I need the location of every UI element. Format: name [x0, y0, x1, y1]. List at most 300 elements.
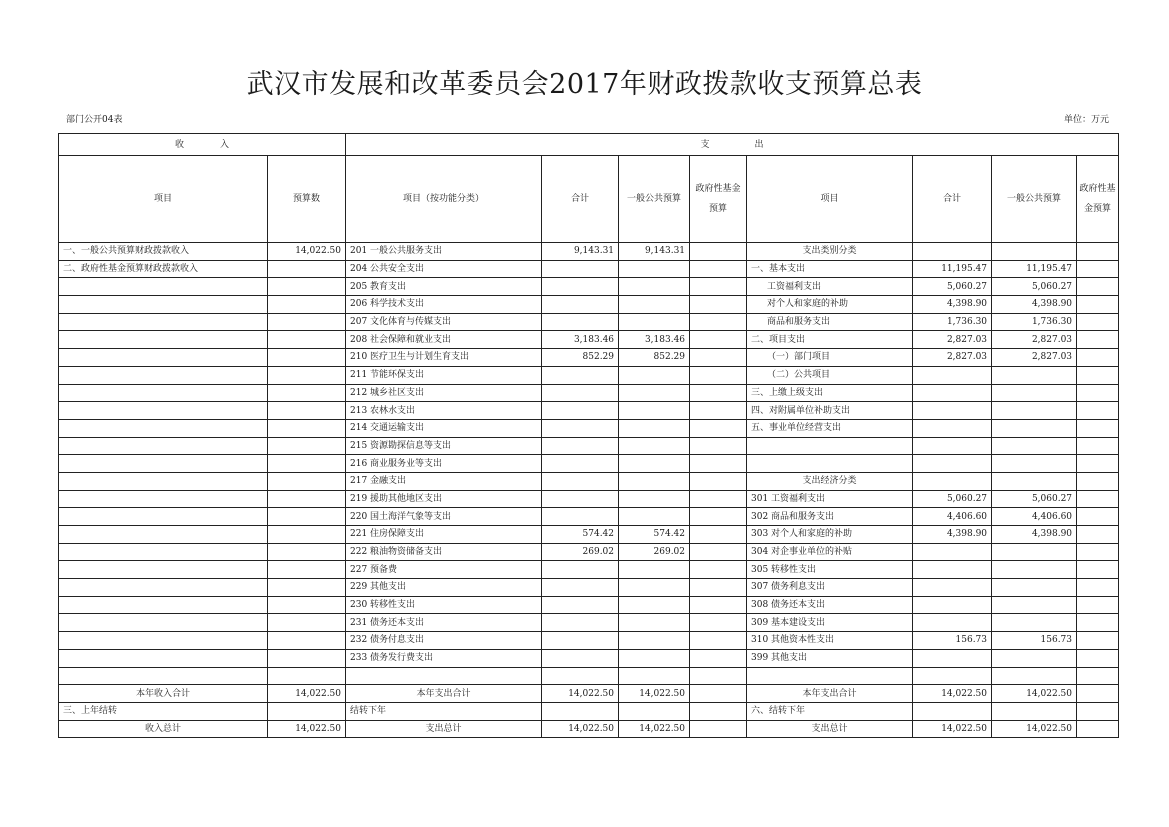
table-row	[59, 402, 1119, 420]
func-general-budget-cell	[619, 402, 690, 420]
func-total-cell	[542, 667, 619, 685]
table-row	[59, 543, 1119, 561]
income-item-cell: 二、政府性基金预算财政拨款收入	[59, 260, 268, 278]
table-row	[59, 349, 1119, 367]
income-item-cell	[59, 649, 268, 667]
income-item-cell: 三、上年结转	[59, 702, 268, 720]
func-item-cell: 201 一般公共服务支出	[346, 243, 542, 261]
func-general-budget-cell	[619, 508, 690, 526]
func-total-cell	[542, 561, 619, 579]
func-total-cell	[542, 419, 619, 437]
econ-item-cell: 五、事业单位经营支出	[747, 419, 913, 437]
func-item-header: 项目（按功能分类）	[346, 156, 542, 243]
func-general-budget-cell: 14,022.50	[619, 720, 690, 738]
income-budget-cell	[268, 667, 346, 685]
income-item-cell	[59, 508, 268, 526]
econ-general-budget-cell	[992, 419, 1077, 437]
econ-gov-fund-cell	[1077, 260, 1119, 278]
econ-general-budget-cell: 5,060.27	[992, 278, 1077, 296]
func-item-cell: 233 债务发行费支出	[346, 649, 542, 667]
econ-general-budget-cell: 4,406.60	[992, 508, 1077, 526]
econ-general-budget-cell	[992, 667, 1077, 685]
func-item-cell: 212 城乡社区支出	[346, 384, 542, 402]
econ-item-cell: 商品和服务支出	[747, 313, 913, 331]
table-row	[59, 614, 1119, 632]
econ-gov-fund-cell	[1077, 720, 1119, 738]
income-budget-cell	[268, 455, 346, 473]
income-budget-cell	[268, 278, 346, 296]
econ-item-cell	[747, 437, 913, 455]
func-general-budget-cell: 14,022.50	[619, 685, 690, 703]
func-gov-fund-cell	[690, 366, 747, 384]
income-item-cell	[59, 437, 268, 455]
econ-item-header: 项目	[747, 156, 913, 243]
func-gov-fund-cell	[690, 579, 747, 597]
econ-total-cell	[913, 667, 992, 685]
func-total-cell	[542, 579, 619, 597]
func-general-budget-cell: 269.02	[619, 543, 690, 561]
income-budget-cell	[268, 349, 346, 367]
func-general-budget-cell	[619, 455, 690, 473]
income-item-cell	[59, 278, 268, 296]
econ-general-budget-cell	[992, 649, 1077, 667]
func-gov-fund-cell	[690, 260, 747, 278]
func-item-cell: 213 农林水支出	[346, 402, 542, 420]
econ-general-budget-cell	[992, 702, 1077, 720]
func-general-budget-cell	[619, 490, 690, 508]
econ-total-cell: 1,736.30	[913, 313, 992, 331]
econ-item-cell: 307 债务利息支出	[747, 579, 913, 597]
econ-gov-fund-cell	[1077, 384, 1119, 402]
econ-gov-fund-cell	[1077, 419, 1119, 437]
econ-item-cell: 308 债务还本支出	[747, 596, 913, 614]
func-total-cell	[542, 614, 619, 632]
func-gov-fund-cell	[690, 349, 747, 367]
func-general-budget-cell	[619, 472, 690, 490]
econ-total-cell: 4,398.90	[913, 296, 992, 314]
econ-total-cell	[913, 455, 992, 473]
func-item-cell: 支出总计	[346, 720, 542, 738]
econ-gov-fund-cell	[1077, 349, 1119, 367]
income-budget-cell	[268, 472, 346, 490]
unit-label: 单位：万元	[1063, 115, 1109, 125]
income-item-header: 项目	[59, 156, 268, 243]
func-general-budget-cell	[619, 437, 690, 455]
econ-gov-fund-cell	[1077, 649, 1119, 667]
func-general-budget-cell	[619, 366, 690, 384]
func-total-cell: 9,143.31	[542, 243, 619, 261]
econ-general-budget-cell	[992, 561, 1077, 579]
func-gov-fund-cell	[690, 561, 747, 579]
income-item-cell	[59, 667, 268, 685]
econ-general-budget-cell: 14,022.50	[992, 720, 1077, 738]
func-gov-fund-cell	[690, 437, 747, 455]
func-total-cell	[542, 702, 619, 720]
econ-item-cell: 对个人和家庭的补助	[747, 296, 913, 314]
econ-general-budget-cell: 5,060.27	[992, 490, 1077, 508]
income-budget-cell: 14,022.50	[268, 685, 346, 703]
func-general-budget-cell: 3,183.46	[619, 331, 690, 349]
func-total-cell: 14,022.50	[542, 720, 619, 738]
func-total-cell	[542, 437, 619, 455]
func-general-budget-cell	[619, 596, 690, 614]
func-item-cell: 219 援助其他地区支出	[346, 490, 542, 508]
econ-general-budget-cell	[992, 455, 1077, 473]
func-general-budget-cell	[619, 649, 690, 667]
page-title: 武汉市发展和改革委员会2017年财政拨款收支预算总表	[246, 69, 923, 100]
table-row	[59, 508, 1119, 526]
econ-gov-fund-cell	[1077, 702, 1119, 720]
econ-total-cell	[913, 614, 992, 632]
econ-item-cell: 309 基本建设支出	[747, 614, 913, 632]
func-total-cell	[542, 366, 619, 384]
func-item-cell: 204 公共安全支出	[346, 260, 542, 278]
income-item-cell	[59, 384, 268, 402]
income-item-cell	[59, 349, 268, 367]
income-budget-cell	[268, 296, 346, 314]
income-item-cell	[59, 402, 268, 420]
econ-item-cell: 支出总计	[747, 720, 913, 738]
income-item-cell	[59, 561, 268, 579]
econ-item-cell: 304 对企事业单位的补贴	[747, 543, 913, 561]
econ-gov-fund-cell	[1077, 437, 1119, 455]
econ-gov-fund-cell	[1077, 526, 1119, 544]
income-item-cell	[59, 632, 268, 650]
budget-table	[58, 133, 1119, 738]
func-general-budget-cell	[619, 313, 690, 331]
income-item-cell	[59, 455, 268, 473]
func-gov-fund-cell	[690, 455, 747, 473]
func-item-cell: 206 科学技术支出	[346, 296, 542, 314]
func-gov-fund-cell	[690, 419, 747, 437]
func-general-budget-cell	[619, 278, 690, 296]
econ-gov-fund-header: 政府性基金预算	[1077, 156, 1119, 243]
func-general-budget-cell: 852.29	[619, 349, 690, 367]
econ-total-cell: 156.73	[913, 632, 992, 650]
table-row	[59, 313, 1119, 331]
econ-gov-fund-cell	[1077, 614, 1119, 632]
table-row	[59, 437, 1119, 455]
econ-general-budget-cell	[992, 579, 1077, 597]
econ-general-budget-cell: 2,827.03	[992, 349, 1077, 367]
func-general-budget-cell: 9,143.31	[619, 243, 690, 261]
econ-gov-fund-cell	[1077, 278, 1119, 296]
income-budget-cell	[268, 526, 346, 544]
econ-general-budget-cell: 1,736.30	[992, 313, 1077, 331]
econ-general-budget-cell	[992, 384, 1077, 402]
income-item-cell	[59, 313, 268, 331]
table-row	[59, 649, 1119, 667]
income-header: 收 入	[59, 134, 346, 156]
func-general-budget-cell	[619, 579, 690, 597]
func-gov-fund-cell	[690, 667, 747, 685]
econ-general-budget-cell	[992, 614, 1077, 632]
table-row	[59, 579, 1119, 597]
income-budget-cell: 14,022.50	[268, 243, 346, 261]
econ-item-cell: 支出经济分类	[747, 472, 913, 490]
func-gov-fund-cell	[690, 313, 747, 331]
econ-item-cell	[747, 667, 913, 685]
econ-item-cell: 六、结转下年	[747, 702, 913, 720]
income-budget-cell	[268, 384, 346, 402]
econ-gov-fund-cell	[1077, 313, 1119, 331]
income-item-cell	[59, 490, 268, 508]
income-budget-cell	[268, 366, 346, 384]
table-row	[59, 384, 1119, 402]
table-row	[59, 243, 1119, 261]
table-row	[59, 702, 1119, 720]
econ-item-cell: 310 其他资本性支出	[747, 632, 913, 650]
econ-gov-fund-cell	[1077, 561, 1119, 579]
econ-item-cell: 301 工资福利支出	[747, 490, 913, 508]
func-gov-fund-cell	[690, 508, 747, 526]
func-total-cell	[542, 649, 619, 667]
func-gov-fund-cell	[690, 596, 747, 614]
econ-gov-fund-cell	[1077, 667, 1119, 685]
income-budget-cell	[268, 419, 346, 437]
econ-total-cell: 14,022.50	[913, 685, 992, 703]
func-total-cell	[542, 384, 619, 402]
table-row	[59, 331, 1119, 349]
table-row	[59, 366, 1119, 384]
func-item-cell: 205 教育支出	[346, 278, 542, 296]
econ-item-cell	[747, 455, 913, 473]
table-row	[59, 667, 1119, 685]
func-gov-fund-header: 政府性基金预算	[690, 156, 747, 243]
func-total-cell	[542, 260, 619, 278]
econ-total-header: 合计	[913, 156, 992, 243]
income-item-cell: 一、一般公共预算财政拨款收入	[59, 243, 268, 261]
econ-general-budget-header: 一般公共预算	[992, 156, 1077, 243]
func-item-cell: 215 资源勘探信息等支出	[346, 437, 542, 455]
income-budget-cell	[268, 649, 346, 667]
econ-total-cell: 4,398.90	[913, 526, 992, 544]
income-budget-cell	[268, 508, 346, 526]
func-item-cell: 232 债务付息支出	[346, 632, 542, 650]
econ-item-cell: （二）公共项目	[747, 366, 913, 384]
func-total-cell: 14,022.50	[542, 685, 619, 703]
func-item-cell: 231 债务还本支出	[346, 614, 542, 632]
econ-general-budget-cell	[992, 472, 1077, 490]
econ-general-budget-cell	[992, 543, 1077, 561]
econ-item-cell: 399 其他支出	[747, 649, 913, 667]
func-item-cell: 222 粮油物资储备支出	[346, 543, 542, 561]
econ-general-budget-cell	[992, 596, 1077, 614]
econ-general-budget-cell	[992, 437, 1077, 455]
func-item-cell	[346, 667, 542, 685]
econ-general-budget-cell	[992, 402, 1077, 420]
econ-gov-fund-cell	[1077, 596, 1119, 614]
econ-item-cell: 本年支出合计	[747, 685, 913, 703]
expense-header: 支 出	[346, 134, 1119, 156]
econ-gov-fund-cell	[1077, 296, 1119, 314]
income-item-cell	[59, 543, 268, 561]
func-total-cell	[542, 508, 619, 526]
econ-item-cell: （一）部门项目	[747, 349, 913, 367]
income-budget-cell	[268, 614, 346, 632]
func-general-budget-cell	[619, 632, 690, 650]
func-item-cell: 230 转移性支出	[346, 596, 542, 614]
income-budget-cell	[268, 702, 346, 720]
table-row	[59, 455, 1119, 473]
table-row	[59, 260, 1119, 278]
table-row	[59, 472, 1119, 490]
econ-gov-fund-cell	[1077, 402, 1119, 420]
econ-gov-fund-cell	[1077, 472, 1119, 490]
econ-total-cell: 2,827.03	[913, 349, 992, 367]
func-general-budget-cell	[619, 614, 690, 632]
func-gov-fund-cell	[690, 402, 747, 420]
econ-gov-fund-cell	[1077, 579, 1119, 597]
econ-total-cell: 5,060.27	[913, 490, 992, 508]
func-item-cell: 208 社会保障和就业支出	[346, 331, 542, 349]
econ-item-cell: 302 商品和服务支出	[747, 508, 913, 526]
econ-general-budget-cell: 4,398.90	[992, 296, 1077, 314]
func-total-cell	[542, 313, 619, 331]
func-general-budget-cell	[619, 296, 690, 314]
econ-total-cell	[913, 437, 992, 455]
income-item-cell	[59, 366, 268, 384]
func-total-cell: 3,183.46	[542, 331, 619, 349]
func-gov-fund-cell	[690, 384, 747, 402]
func-item-cell: 220 国土海洋气象等支出	[346, 508, 542, 526]
econ-item-cell: 支出类别分类	[747, 243, 913, 261]
func-total-header: 合计	[542, 156, 619, 243]
income-item-cell: 本年收入合计	[59, 685, 268, 703]
income-budget-cell	[268, 596, 346, 614]
econ-total-cell	[913, 596, 992, 614]
table-row	[59, 596, 1119, 614]
econ-total-cell	[913, 561, 992, 579]
func-general-budget-cell	[619, 702, 690, 720]
econ-gov-fund-cell	[1077, 331, 1119, 349]
table-row	[59, 278, 1119, 296]
func-gov-fund-cell	[690, 526, 747, 544]
func-general-budget-cell	[619, 384, 690, 402]
func-gov-fund-cell	[690, 649, 747, 667]
table-row	[59, 561, 1119, 579]
econ-gov-fund-cell	[1077, 685, 1119, 703]
econ-total-cell	[913, 243, 992, 261]
econ-general-budget-cell	[992, 243, 1077, 261]
func-item-cell: 211 节能环保支出	[346, 366, 542, 384]
func-gov-fund-cell	[690, 632, 747, 650]
func-gov-fund-cell	[690, 331, 747, 349]
econ-total-cell: 14,022.50	[913, 720, 992, 738]
income-item-cell: 收入总计	[59, 720, 268, 738]
econ-item-cell: 一、基本支出	[747, 260, 913, 278]
func-gov-fund-cell	[690, 720, 747, 738]
income-budget-cell	[268, 260, 346, 278]
func-gov-fund-cell	[690, 543, 747, 561]
func-item-cell: 216 商业服务业等支出	[346, 455, 542, 473]
econ-general-budget-cell	[992, 366, 1077, 384]
income-budget-cell	[268, 331, 346, 349]
income-budget-cell	[268, 437, 346, 455]
func-total-cell	[542, 455, 619, 473]
econ-total-cell	[913, 384, 992, 402]
func-item-cell: 221 住房保障支出	[346, 526, 542, 544]
func-general-budget-cell: 574.42	[619, 526, 690, 544]
func-gov-fund-cell	[690, 472, 747, 490]
income-item-cell	[59, 296, 268, 314]
econ-total-cell	[913, 402, 992, 420]
income-budget-cell	[268, 632, 346, 650]
income-item-cell	[59, 472, 268, 490]
income-budget-cell	[268, 490, 346, 508]
func-item-cell: 227 预备费	[346, 561, 542, 579]
income-budget-header: 预算数	[268, 156, 346, 243]
econ-item-cell: 三、上缴上级支出	[747, 384, 913, 402]
econ-item-cell: 303 对个人和家庭的补助	[747, 526, 913, 544]
income-item-cell	[59, 419, 268, 437]
income-budget-cell	[268, 561, 346, 579]
func-item-cell: 本年支出合计	[346, 685, 542, 703]
form-code: 部门公开04表	[66, 115, 123, 125]
econ-total-cell	[913, 419, 992, 437]
func-total-cell	[542, 278, 619, 296]
econ-item-cell: 二、项目支出	[747, 331, 913, 349]
econ-gov-fund-cell	[1077, 366, 1119, 384]
func-item-cell: 结转下年	[346, 702, 542, 720]
econ-total-cell	[913, 649, 992, 667]
econ-general-budget-cell: 156.73	[992, 632, 1077, 650]
econ-total-cell: 5,060.27	[913, 278, 992, 296]
func-item-cell: 214 交通运输支出	[346, 419, 542, 437]
func-general-budget-cell	[619, 419, 690, 437]
income-item-cell	[59, 526, 268, 544]
econ-gov-fund-cell	[1077, 455, 1119, 473]
income-budget-cell: 14,022.50	[268, 720, 346, 738]
econ-total-cell	[913, 579, 992, 597]
econ-gov-fund-cell	[1077, 632, 1119, 650]
func-gov-fund-cell	[690, 685, 747, 703]
func-total-cell	[542, 472, 619, 490]
income-budget-cell	[268, 543, 346, 561]
func-gov-fund-cell	[690, 490, 747, 508]
func-general-budget-cell	[619, 561, 690, 579]
func-item-cell: 229 其他支出	[346, 579, 542, 597]
econ-item-cell: 四、对附属单位补助支出	[747, 402, 913, 420]
income-item-cell	[59, 614, 268, 632]
econ-total-cell	[913, 366, 992, 384]
table-row	[59, 296, 1119, 314]
econ-total-cell: 11,195.47	[913, 260, 992, 278]
func-total-cell	[542, 402, 619, 420]
econ-total-cell	[913, 543, 992, 561]
econ-item-cell: 305 转移性支出	[747, 561, 913, 579]
econ-gov-fund-cell	[1077, 508, 1119, 526]
func-item-cell: 210 医疗卫生与计划生育支出	[346, 349, 542, 367]
func-gov-fund-cell	[690, 614, 747, 632]
econ-gov-fund-cell	[1077, 243, 1119, 261]
table-row	[59, 632, 1119, 650]
table-row	[59, 720, 1119, 738]
econ-total-cell: 4,406.60	[913, 508, 992, 526]
income-item-cell	[59, 579, 268, 597]
econ-total-cell: 2,827.03	[913, 331, 992, 349]
econ-general-budget-cell: 2,827.03	[992, 331, 1077, 349]
func-general-budget-header: 一般公共预算	[619, 156, 690, 243]
header-row-2	[59, 156, 1119, 243]
func-item-cell: 207 文化体育与传媒支出	[346, 313, 542, 331]
econ-general-budget-cell: 14,022.50	[992, 685, 1077, 703]
func-gov-fund-cell	[690, 296, 747, 314]
econ-total-cell	[913, 472, 992, 490]
func-total-cell	[542, 296, 619, 314]
header-row-1	[59, 134, 1119, 156]
econ-gov-fund-cell	[1077, 490, 1119, 508]
